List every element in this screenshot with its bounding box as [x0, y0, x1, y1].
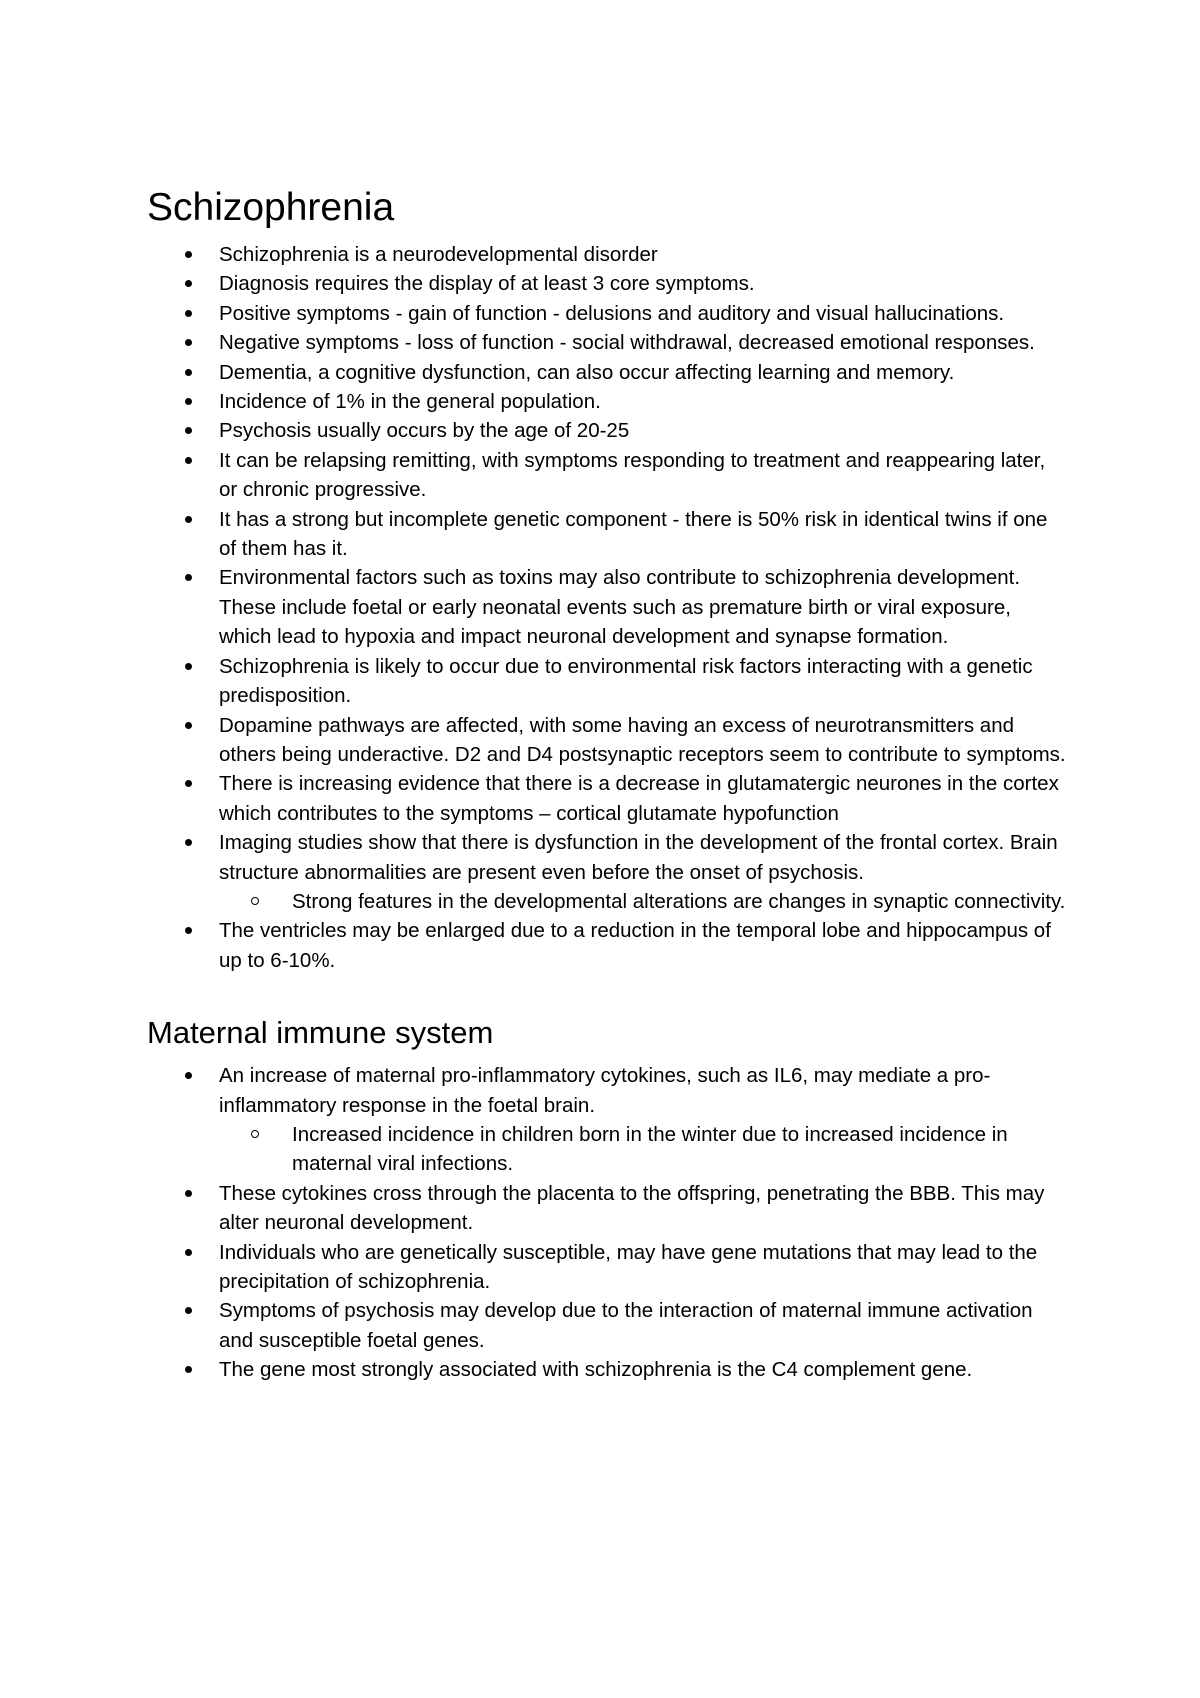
section1-list [147, 240, 1067, 975]
bullet-icon [185, 1307, 192, 1314]
list-item [147, 269, 1067, 298]
sub-list-item [219, 1120, 1067, 1179]
list-item [147, 1061, 1067, 1179]
bullet-icon [185, 722, 192, 729]
list-item-text: Psychosis usually occurs by the age of 20-25 [219, 419, 630, 443]
page-title: Schizophrenia [147, 186, 395, 229]
list-item [147, 1296, 1067, 1355]
sub-list-item [219, 887, 1067, 916]
bullet-icon [185, 427, 192, 434]
sub-list [219, 887, 1067, 916]
list-item-text: Environmental factors such as toxins may also contribute to schizophrenia development. These include foetal or early neonatal events such as premature birth or viral exposure, which lead to hypoxia and impact neuronal development and synapse formation. [219, 566, 1021, 649]
list-item-text: An increase of maternal pro-inflammatory cytokines, such as IL6, may mediate a pro-inflammatory response in the foetal brain. [219, 1064, 991, 1117]
bullet-icon [185, 574, 192, 581]
list-item [147, 563, 1067, 651]
bullet-icon [185, 663, 192, 670]
document-content [147, 184, 1067, 1385]
list-item-text: The ventricles may be enlarged due to a reduction in the temporal lobe and hippocampus of up to 6-10%. [219, 919, 1051, 972]
bullet-icon [185, 927, 192, 934]
bullet-icon [185, 457, 192, 464]
list-item-text: The gene most strongly associated with schizophrenia is the C4 complement gene. [219, 1358, 973, 1382]
list-item-text: Symptoms of psychosis may develop due to the interaction of maternal immune activation and susceptible foetal genes. [219, 1299, 1033, 1352]
list-item [147, 299, 1067, 328]
bullet-icon [185, 839, 192, 846]
list-item [147, 1179, 1067, 1238]
bullet-icon [185, 369, 192, 376]
list-item-text: Negative symptoms - loss of function - social withdrawal, decreased emotional responses. [219, 331, 1035, 355]
bullet-icon [185, 1249, 192, 1256]
list-item [147, 387, 1067, 416]
list-item [147, 916, 1067, 975]
bullet-icon [185, 251, 192, 258]
bullet-icon [185, 1366, 192, 1373]
bullet-icon [185, 780, 192, 787]
bullet-icon [185, 339, 192, 346]
section-heading: Maternal immune system [147, 1015, 494, 1051]
hollow-bullet-icon [251, 1130, 259, 1138]
list-item-text: Dopamine pathways are affected, with some having an excess of neurotransmitters and others being underactive. D2 and D4 postsynaptic receptors seem to contribute to symptoms. [219, 713, 1066, 766]
section2-list [147, 1061, 1067, 1384]
bullet-icon [185, 280, 192, 287]
list-item-text: Diagnosis requires the display of at least 3 core symptoms. [219, 272, 755, 296]
list-item [147, 358, 1067, 387]
list-item [147, 1355, 1067, 1384]
sub-list-item-text: Strong features in the developmental alterations are changes in synaptic connectivity. [292, 889, 1066, 913]
list-item [147, 240, 1067, 269]
list-item [147, 1238, 1067, 1297]
list-item-text: Positive symptoms - gain of function - delusions and auditory and visual hallucinations. [219, 301, 1005, 325]
list-item-text: It can be relapsing remitting, with symptoms responding to treatment and reappearing later, or chronic progressive. [219, 448, 1046, 502]
bullet-icon [185, 398, 192, 405]
list-item [147, 711, 1067, 770]
list-item-text: Incidence of 1% in the general population. [219, 390, 601, 414]
list-item [147, 446, 1067, 505]
list-item-text: There is increasing evidence that there is a decrease in glutamatergic neurones in the cortex which contributes to the symptoms – cortical glutamate hypofunction [219, 772, 1059, 825]
list-item-text: Schizophrenia is a neurodevelopmental disorder [219, 243, 658, 266]
list-item [147, 652, 1067, 711]
sub-list-item-text: Increased incidence in children born in the winter due to increased incidence in maternal viral infections. [292, 1122, 1008, 1176]
bullet-icon [185, 1072, 192, 1079]
sub-list [219, 1120, 1067, 1179]
hollow-bullet-icon [251, 897, 259, 905]
list-item-text: Individuals who are genetically susceptible, may have gene mutations that may lead to the precipitation of schizophrenia. [219, 1240, 1038, 1293]
bullet-icon [185, 1190, 192, 1197]
bullet-icon [185, 310, 192, 317]
list-item-text: These cytokines cross through the placenta to the offspring, penetrating the BBB. This may alter neuronal development. [219, 1181, 1045, 1235]
list-item [147, 416, 1067, 445]
list-item-text: Dementia, a cognitive dysfunction, can also occur affecting learning and memory. [219, 360, 955, 384]
bullet-icon [185, 516, 192, 523]
list-item [147, 828, 1067, 916]
list-item [147, 328, 1067, 357]
list-item-text: It has a strong but incomplete genetic component - there is 50% risk in identical twins if one of them has it. [219, 507, 1048, 561]
list-item [147, 769, 1067, 828]
list-item-text: Imaging studies show that there is dysfunction in the development of the frontal cortex. Brain structure abnormalities are present even before the onset of psychosis. [219, 831, 1058, 884]
list-item [147, 505, 1067, 564]
list-item-text: Schizophrenia is likely to occur due to environmental risk factors interacting with a genetic predisposition. [219, 654, 1033, 708]
